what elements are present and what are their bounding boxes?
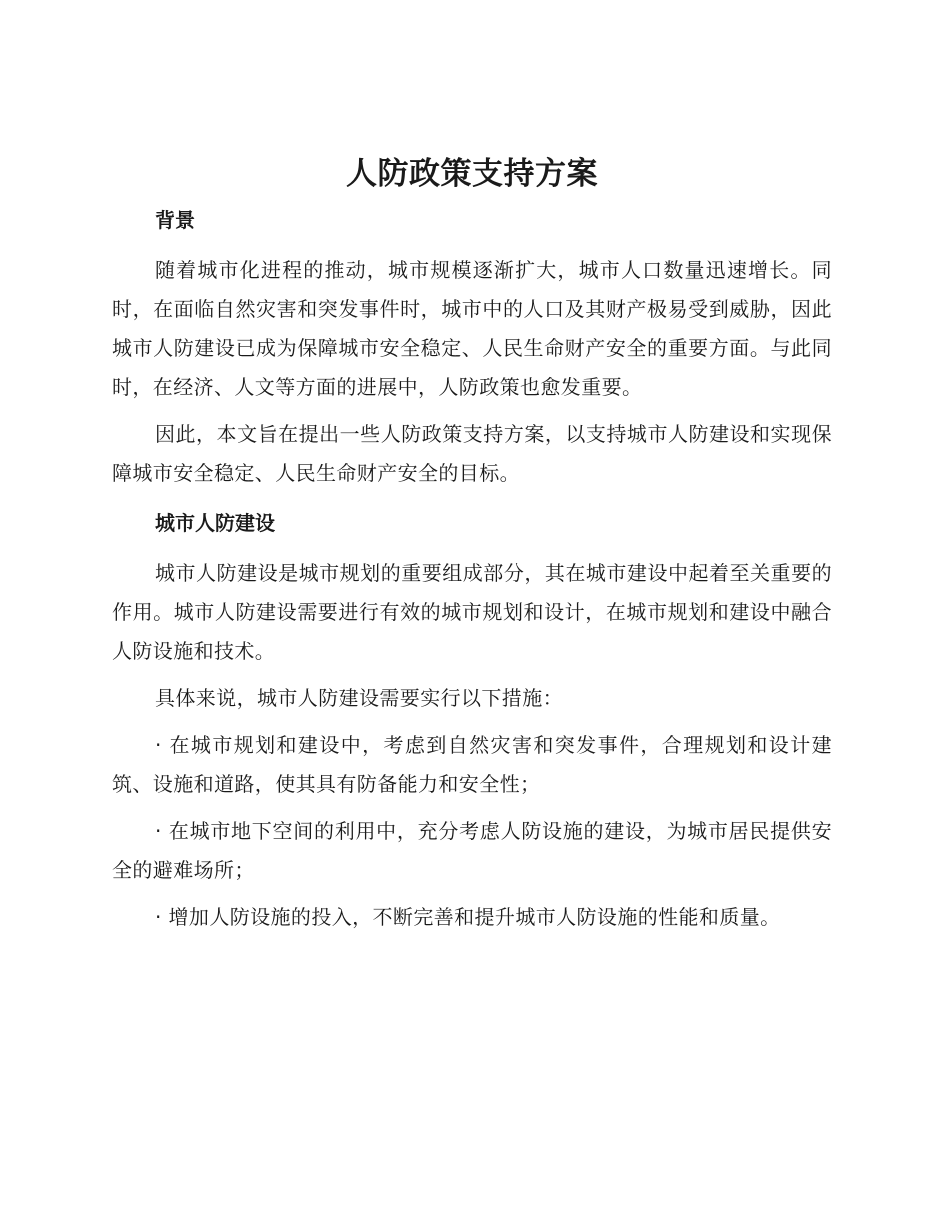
paragraph: 城市人防建设是城市规划的重要组成部分，其在城市建设中起着至关重要的作用。城市人防建设需要进行有效的城市规划和设计，在城市规划和建设中融合人防设施和技术。 bbox=[112, 561, 832, 663]
document-title: 人防政策支持方案 bbox=[346, 156, 598, 192]
paragraph: 具体来说，城市人防建设需要实行以下措施： bbox=[155, 686, 563, 710]
section-heading-civil-defense: 城市人防建设 bbox=[155, 511, 275, 535]
bullet-item: · 在城市地下空间的利用中，充分考虑人防设施的建设，为城市居民提供安全的避难场所； bbox=[112, 819, 832, 882]
paragraph: 随着城市化进程的推动，城市规模逐渐扩大，城市人口数量迅速增长。同时，在面临自然灾害和突发事件时，城市中的人口及其财产极易受到威胁，因此城市人防建设已成为保障城市安全稳定、人民生命财产安全的重要方面。与此同时，在经济、人文等方面的进展中，人防政策也愈发重要。 bbox=[112, 258, 832, 399]
bullet-item: · 在城市规划和建设中，考虑到自然灾害和突发事件，合理规划和设计建筑、设施和道路，使其具有防备能力和安全性； bbox=[112, 733, 832, 796]
document-body bbox=[112, 148, 832, 937]
paragraph: 因此，本文旨在提出一些人防政策支持方案，以支持城市人防建设和实现保障城市安全稳定、人民生命财产安全的目标。 bbox=[112, 422, 832, 485]
bullet-item: · 增加人防设施的投入，不断完善和提升城市人防设施的性能和质量。 bbox=[155, 905, 781, 929]
section-heading-background: 背景 bbox=[155, 208, 195, 232]
